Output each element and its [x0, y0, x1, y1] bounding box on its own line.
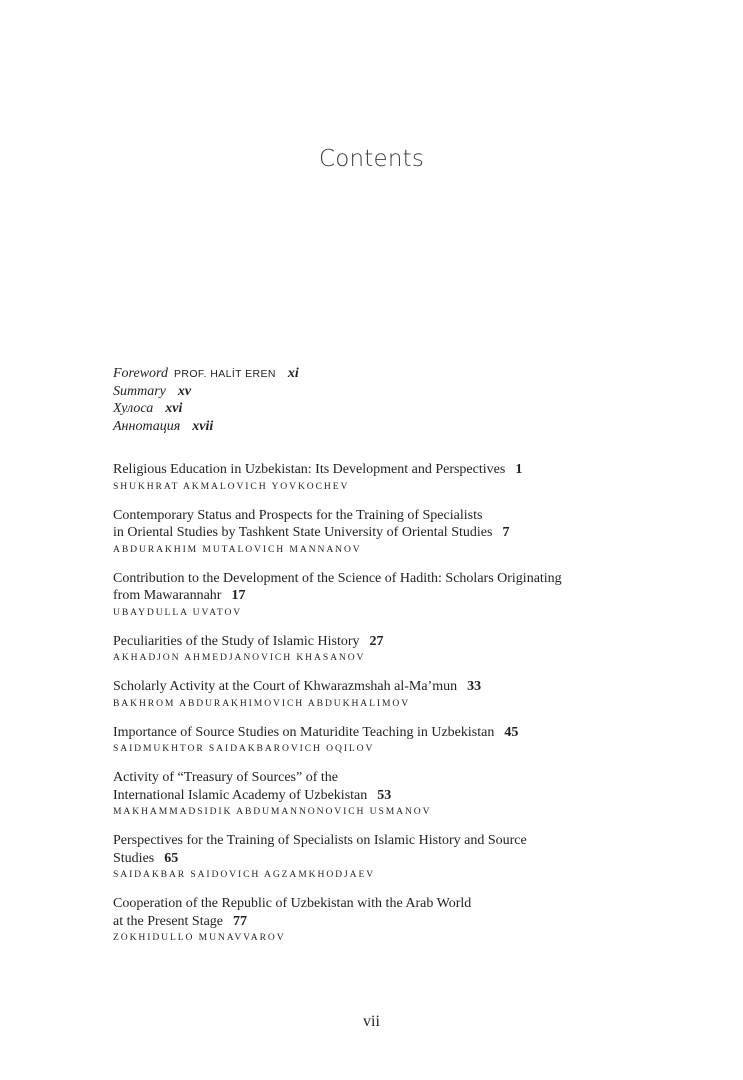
entry-page-number: 77	[233, 913, 248, 929]
entry-title	[113, 633, 633, 651]
entry-page-number: 33	[467, 679, 482, 694]
front-matter-label: Foreword	[113, 366, 168, 381]
entry-title-line	[113, 787, 633, 805]
entry-title	[113, 769, 633, 804]
contents-entry[interactable]	[113, 895, 633, 945]
entry-title-text: Religious Education in Uzbekistan: Its Development and Perspectives	[113, 462, 506, 477]
entry-title-text: in Oriental Studies by Tashkent State University of Oriental Studies	[113, 525, 493, 540]
entry-author: AKHADJON AHMEDJANOVICH KHASANOV	[113, 652, 366, 663]
entry-title-text: at the Present Stage	[113, 913, 224, 929]
entry-title-text: Importance of Source Studies on Maturidite Teaching in Uzbekistan	[113, 724, 495, 740]
entry-author: MAKHAMMADSIDIK ABDUMANNONOVICH USMANOV	[113, 806, 432, 817]
entry-author: SAIDMUKHTOR SAIDAKBAROVICH OQILOV	[113, 743, 375, 754]
entry-page-number: 27	[369, 633, 384, 649]
entry-page-number: 17	[231, 588, 246, 603]
entry-title	[113, 832, 633, 867]
entry-page-number: 65	[164, 850, 179, 866]
entry-title-line	[113, 633, 633, 651]
entry-title-line	[113, 769, 633, 787]
entry-title	[113, 895, 633, 930]
entry-title-line	[113, 570, 633, 588]
entry-title-line	[113, 678, 633, 696]
entry-title-text: Contemporary Status and Prospects for the Training of Specialists	[113, 507, 483, 523]
entry-title-text: Activity of “Treasury of Sources” of the	[113, 770, 338, 785]
entry-title	[113, 570, 633, 605]
front-matter-label: Аннотация	[113, 418, 181, 434]
entry-title-text: from Mawarannahr	[113, 588, 222, 603]
front-matter-page-number: xi	[287, 366, 299, 381]
entry-title	[113, 461, 633, 479]
entry-title-text: Peculiarities of the Study of Islamic History	[113, 633, 360, 649]
entry-author: ABDURAKHIM MUTALOVICH MANNANOV	[113, 543, 362, 555]
entry-title	[113, 724, 633, 742]
front-matter-author: PROF. HALİT EREN	[173, 368, 276, 380]
entry-title-text: Scholarly Activity at the Court of Khwarazmshah al-Ma’mun	[113, 679, 458, 694]
entry-title-line	[113, 587, 633, 605]
contents-list	[113, 461, 633, 958]
entry-page-number: 1	[515, 462, 523, 477]
entry-title-line	[113, 507, 633, 525]
entry-title-line	[113, 461, 633, 479]
entry-title-line	[113, 524, 633, 542]
front-matter-label: Summary	[113, 383, 166, 399]
front-matter-item[interactable]	[113, 383, 299, 401]
entry-title-line	[113, 724, 633, 742]
entry-title-line	[113, 895, 633, 913]
contents-entry[interactable]	[113, 461, 633, 494]
contents-entry[interactable]	[113, 633, 633, 666]
entry-page-number: 45	[504, 724, 519, 740]
entry-title-text: International Islamic Academy of Uzbekistan	[113, 787, 368, 803]
contents-entry[interactable]	[113, 724, 633, 757]
contents-entry[interactable]	[113, 570, 633, 620]
front-matter-list	[113, 365, 299, 435]
page-number: vii	[363, 1013, 380, 1030]
entry-author: ZOKHIDULLO MUNAVVAROV	[113, 932, 286, 943]
entry-title-text: Contribution to the Development of the Science of Hadith: Scholars Originating	[113, 570, 562, 586]
entry-page-number: 53	[377, 787, 392, 803]
contents-entry[interactable]	[113, 507, 633, 557]
front-matter-item[interactable]	[113, 418, 299, 436]
entry-author: SAIDAKBAR SAIDOVICH AGZAMKHODJAEV	[113, 869, 376, 880]
page-title: Contents	[318, 146, 425, 172]
front-matter-page-number: xvi	[165, 401, 183, 416]
entry-title-text: Cooperation of the Republic of Uzbekistan with the Arab World	[113, 896, 472, 911]
entry-author: SHUKHRAT AKMALOVICH YOVKOCHEV	[113, 480, 350, 492]
contents-entry[interactable]	[113, 832, 633, 882]
entry-title-line	[113, 913, 633, 931]
entry-title	[113, 678, 633, 696]
contents-entry[interactable]	[113, 769, 633, 819]
entry-author: UBAYDULLA UVATOV	[113, 606, 243, 618]
entry-author: BAKHROM ABDURAKHIMOVICH ABDUKHALIMOV	[113, 697, 411, 709]
front-matter-label: Хулоса	[113, 401, 154, 416]
entry-title-text: Studies	[113, 850, 155, 866]
entry-page-number: 7	[502, 525, 510, 540]
entry-title-text: Perspectives for the Training of Specialists on Islamic History and Source	[113, 833, 527, 848]
entry-title-line	[113, 850, 633, 868]
entry-title	[113, 507, 633, 542]
front-matter-page-number: xvii	[192, 418, 214, 434]
front-matter-item[interactable]	[113, 365, 299, 383]
entry-title-line	[113, 832, 633, 850]
contents-entry[interactable]	[113, 678, 633, 711]
front-matter-item[interactable]	[113, 400, 299, 418]
front-matter-page-number: xv	[177, 383, 192, 399]
